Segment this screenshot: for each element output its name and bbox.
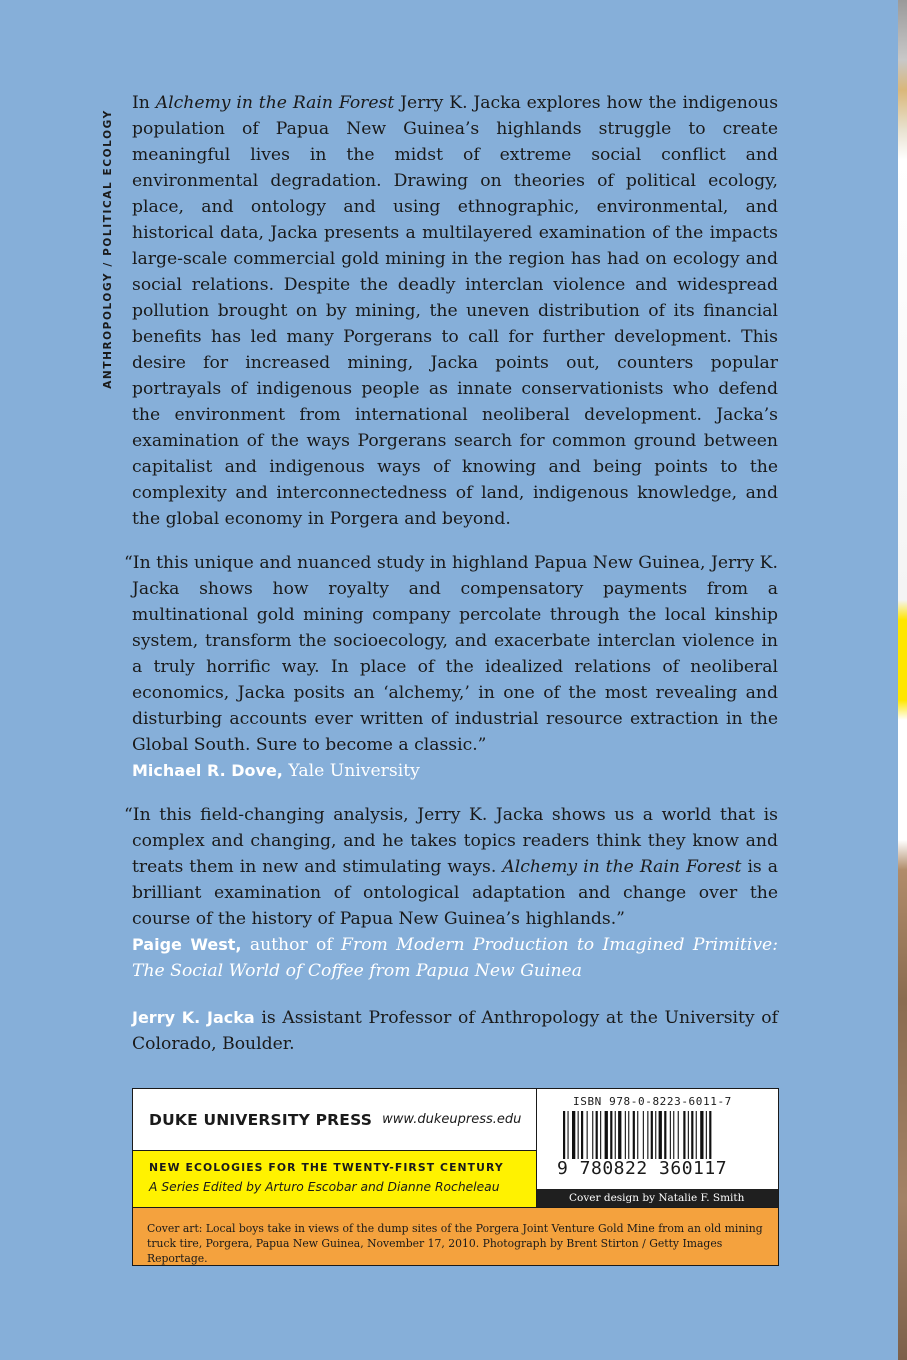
quote-part: is a brilliant examination of ontological adaptation and change over the course of the history of Papua New Guinea’s highlands.” [132,857,779,929]
isbn-label: ISBN 978-0-8223-6011-7 [573,1095,732,1108]
barcode-area [537,1089,778,1189]
endorser-name: Michael R. Dove, [132,761,283,780]
publisher-row [133,1089,537,1151]
barcode-icon [563,1111,773,1159]
endorsement-quote [124,802,779,932]
endorser-affiliation: Yale University [282,761,420,781]
isbn-digits: 9 780822 360117 [557,1158,728,1179]
subject-category-text: ANTHROPOLOGY / POLITICAL ECOLOGY [102,109,114,389]
book-description [132,90,778,532]
author-bio [132,1005,778,1057]
endorsement-attribution [132,932,778,984]
series-title: NEW ECOLOGIES FOR THE TWENTY-FIRST CENTURY [149,1161,504,1174]
endorsement-west [124,802,779,984]
publisher-url: www.dukeupress.edu [382,1112,522,1127]
book-title-italic: Alchemy in the Rain Forest [155,93,395,113]
imprint-box [132,1088,779,1266]
series-editors: A Series Edited by Arturo Escobar and Dianne Rocheleau [149,1180,500,1194]
cover-design-credit: Cover design by Natalie F. Smith [537,1189,778,1207]
endorser-book-title: From Modern Production to Imagined Primitive: The Social World of Coffee from Papua New Guinea [132,935,778,981]
quote-part: “In this field-changing analysis, Jerry K. Jacka shows us a world that is complex and changing, and he takes topics readers think they know and treats them in new and stimulating ways. [124,805,778,877]
author-name: Jerry K. Jacka [132,1008,255,1027]
description-body: Jerry K. Jacka explores how the indigenous population of Papua New Guinea’s highlands struggle to create meaningful lives in the midst of extreme social conflict and environmental degradation. Drawing on theories of political ecology, place, and ontology and using ethnographic, environmental, and historical data, Jacka presents a multilayered examination of the impacts large-scale commercial gold mining in the region has had on ecology and social relations. Despite the deadly interclan violence and widespread pollution brought on by mining, the uneven distribution of its financial benefits has led many Porgerans to call for further development. This desire for increased mining, Jacka points out, counters popular portrayals of indigenous people as innate conservationists who defend the environment from international neoliberal development. Jacka’s examination of the ways Porgerans search for common ground between capitalist and indigenous ways of knowing and being points to the complexity and interconnectedness of land, indigenous knowledge, and the global economy in Porgera and beyond. [132,93,779,529]
book-title-italic: Alchemy in the Rain Forest [502,857,742,877]
endorser-name: Paige West, [132,935,242,954]
adjacent-cover-photo-edge [898,0,907,1360]
description-intro: In [132,93,156,113]
endorsement-attribution [132,758,778,784]
endorsement-quote: “In this unique and nuanced study in highland Papua New Guinea, Jerry K. Jacka shows how royalty and compensatory payments from a multinational gold mining company percolate through the local kinship system, transform the socioecology, and exacerbate interclan violence in a truly horrific way. In place of the idealized relations of neoliberal economics, Jacka posits an ‘alchemy,’ in one of the most revealing and disturbing accounts ever written of industrial resource extraction in the Global South. Sure to become a classic.” [124,553,778,755]
cover-art-credit: Cover art: Local boys take in views of the dump sites of the Porgera Joint Venture Gold Mine from an old mining truck tire, Porgera, Papua New Guinea, November 17, 2010. Photograph by Brent Stirton / Getty Images Reportage. [133,1207,778,1265]
endorsement-dove [124,550,778,784]
subject-category-label [98,96,118,402]
endorser-affiliation: author of [241,935,342,955]
publisher-name: DUKE UNIVERSITY PRESS [149,1110,373,1129]
series-band [133,1151,537,1207]
author-bio-text: is Assistant Professor of Anthropology at the University of Colorado, Boulder. [132,1008,778,1054]
